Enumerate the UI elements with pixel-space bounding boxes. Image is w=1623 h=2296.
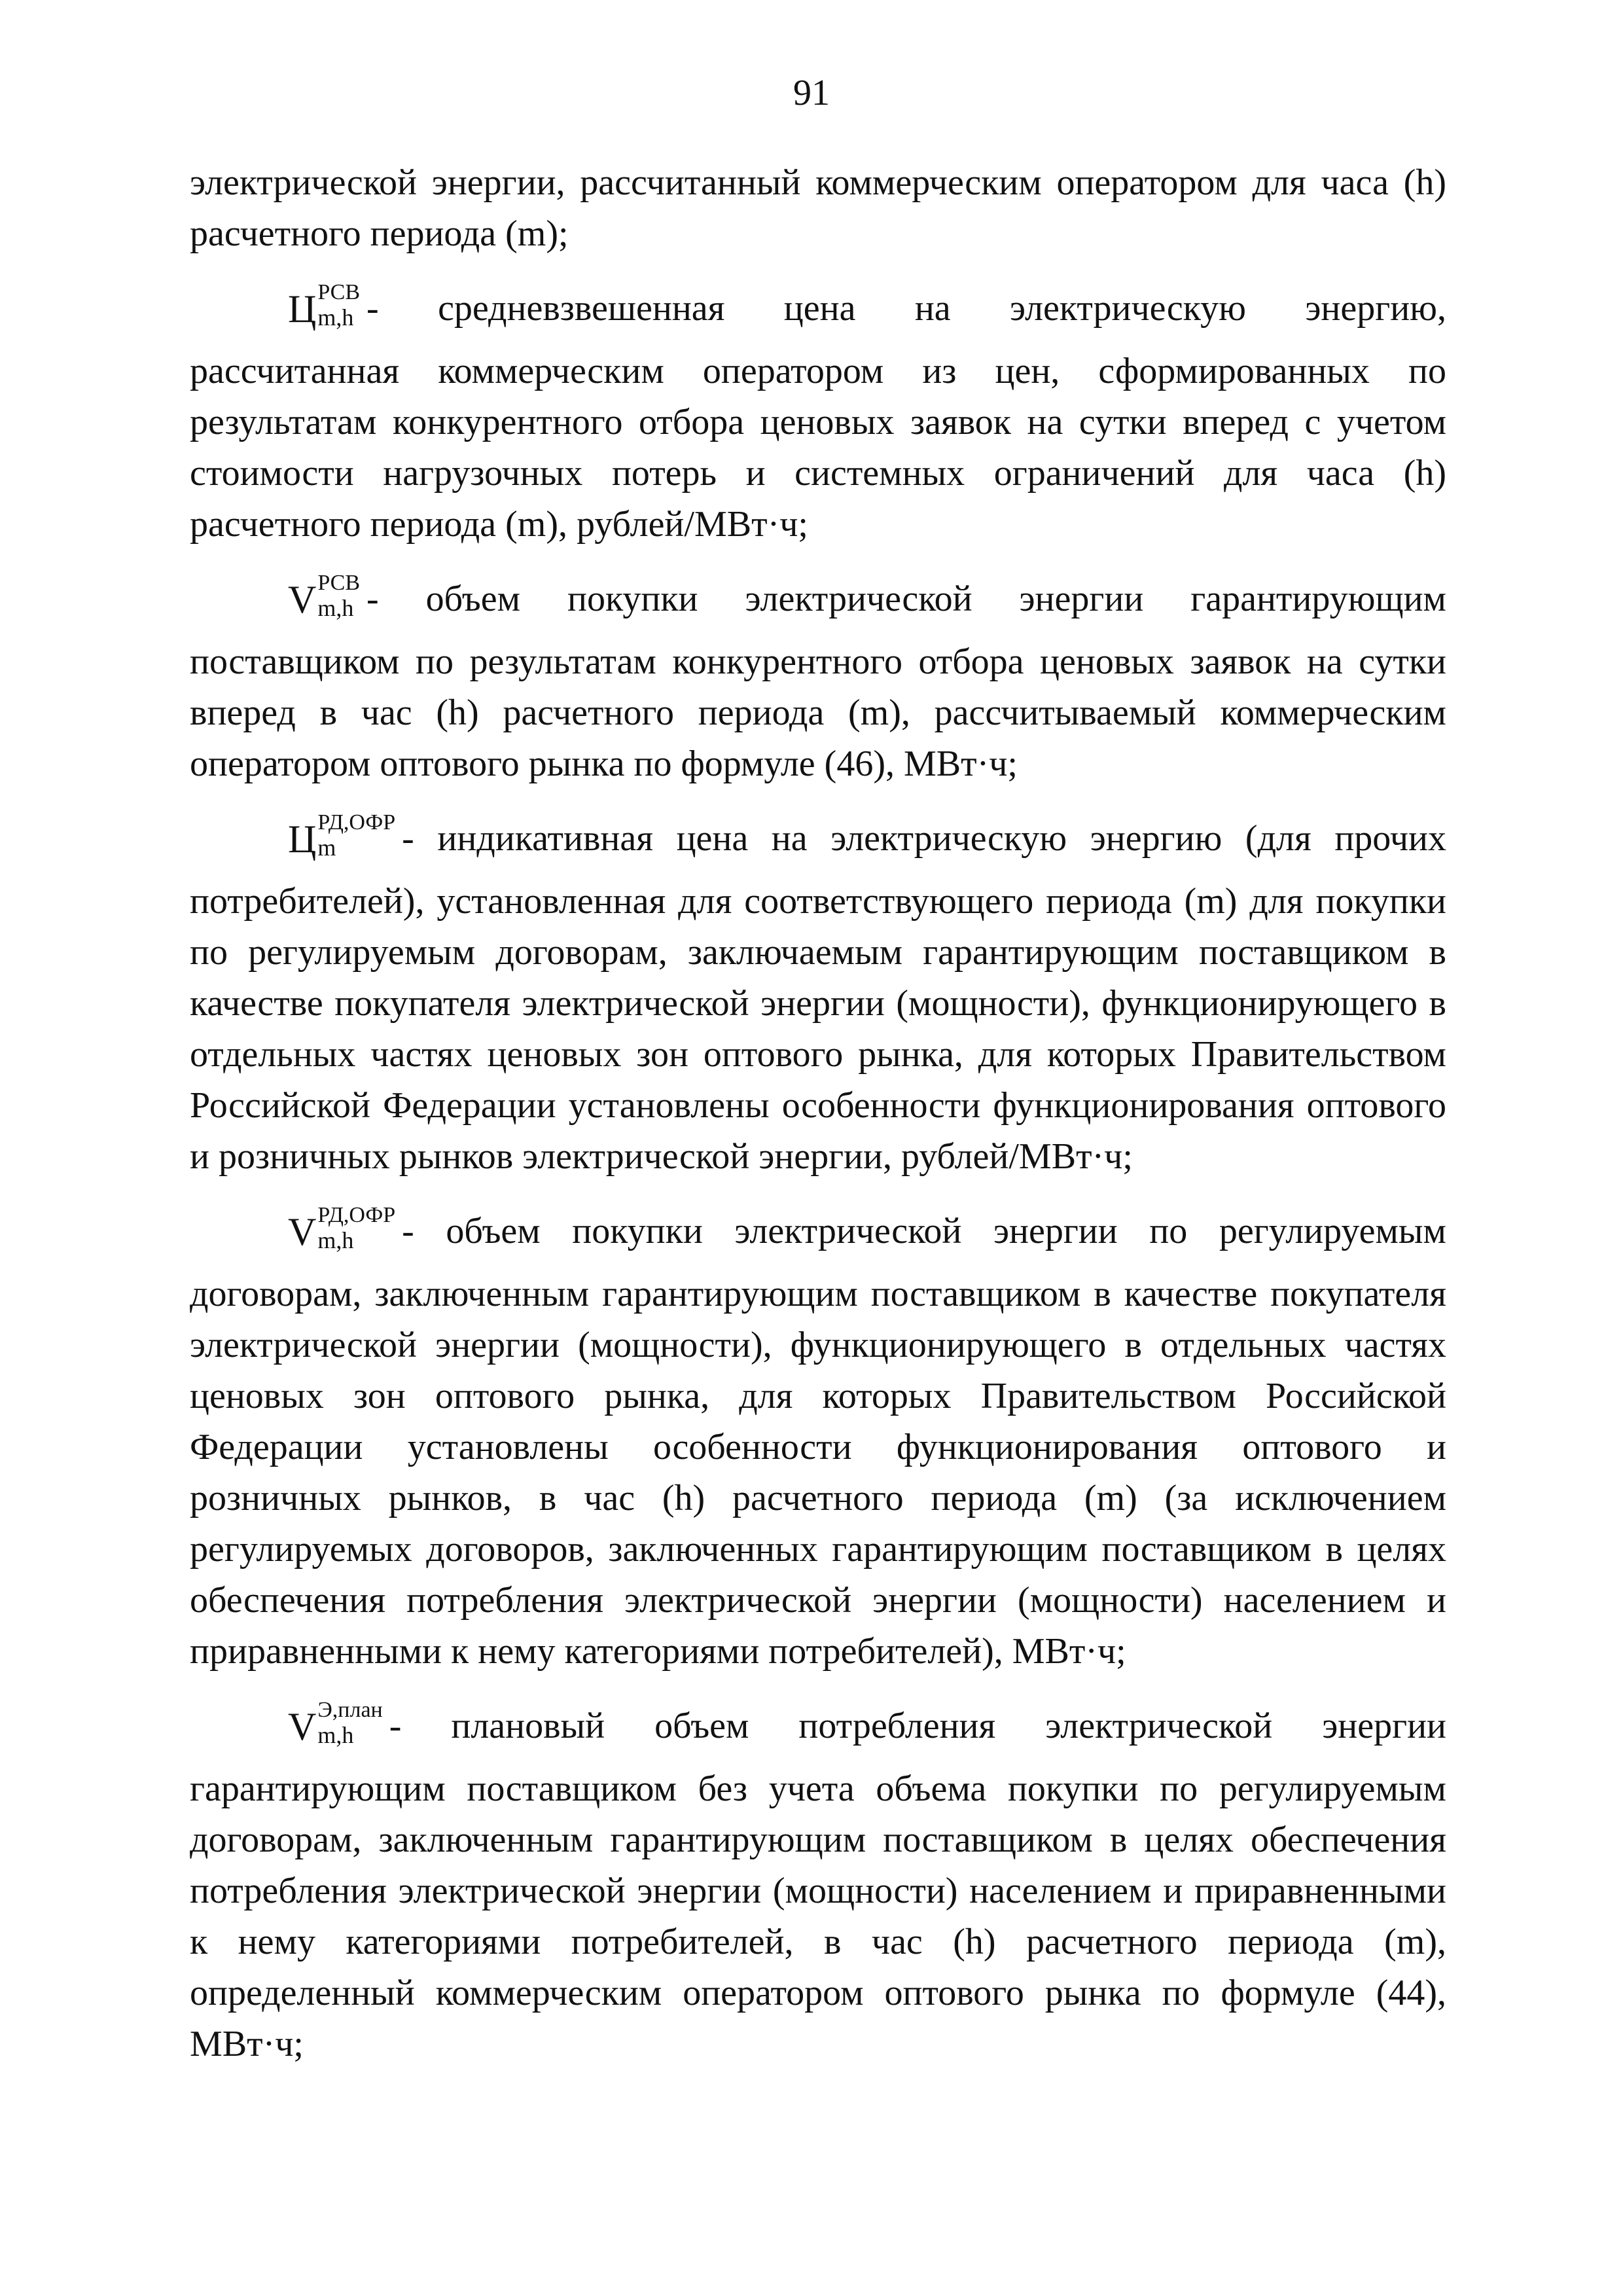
definition-head [190, 276, 1446, 342]
formula-symbol [288, 806, 395, 872]
definition-volume-rd-ofr [190, 1199, 1446, 1677]
symbol-subscript: m [317, 834, 336, 861]
formula-symbol [288, 1199, 395, 1265]
symbol-scripts [316, 806, 395, 860]
symbol-subscript: m,h [317, 1227, 354, 1253]
definition-volume-e-plan [190, 1694, 1446, 2070]
symbol-superscript: РД,ОФР [317, 810, 396, 834]
symbol-superscript: РСВ [317, 571, 361, 595]
definition-text: потребителей), установленная для соответствующего периода (m) для покупки по регулируемым договорам, заключаемым гарантирующим поставщиком в качестве покупателя электрической энергии (мощности), функционирующего в отдельных частях ценовых зон оптового рынка, для которых Правительством Российской Федерации установлены особенности функционирования оптового и розничных рынков электрической энергии, рублей/МВт·ч; [190, 881, 1446, 1177]
definition-text: рассчитанная коммерческим оператором из цен, сформированных по результатам конкурентного отбора ценовых заявок на сутки вперед с учетом стоимости нагрузочных потерь и системных ограничений для часа (h) расчетного периода (m), рублей/МВт·ч; [190, 351, 1446, 545]
symbol-superscript: РД,ОФР [317, 1203, 396, 1227]
page-number: 91 [793, 73, 830, 113]
symbol-scripts [316, 276, 360, 330]
definition-head [190, 567, 1446, 632]
definition-first-line: - объем покупки электрической энергии гарантирующим [366, 579, 1446, 619]
definition-text: гарантирующим поставщиком без учета объема покупки по регулируемым договорам, заключенным гарантирующим поставщиком в целях обеспечения потребления электрической энергии (мощности) населением и приравненными к нему категориями потребителей, в час (h) расчетного периода (m), определенный коммерческим оператором оптового рынка по формуле (44), МВт·ч; [190, 1768, 1446, 2064]
formula-symbol [288, 276, 360, 342]
symbol-scripts [316, 1199, 395, 1253]
definition-first-line: - индикативная цена на электрическую энергию (для прочих [402, 818, 1446, 859]
document-body [190, 157, 1446, 2070]
intro-paragraph: электрической энергии, рассчитанный коммерческим оператором для часа (h) расчетного периода (m); [190, 162, 1446, 254]
definition-head [190, 806, 1446, 872]
symbol-superscript: Э,план [317, 1698, 383, 1722]
symbol-superscript: РСВ [317, 280, 361, 304]
formula-symbol [288, 567, 360, 632]
symbol-subscript: m,h [317, 304, 354, 331]
definition-price-rd-ofr [190, 806, 1446, 1182]
symbol-base: Ц [288, 287, 317, 331]
definition-volume-rsv [190, 567, 1446, 789]
definition-text: договорам, заключенным гарантирующим поставщиком в качестве покупателя электрической энергии (мощности), функционирующего в отдельных частях ценовых зон оптового рынка, для которых Правительством Российской Федерации установлены особенности функционирования оптового и розничных рынков, в час (h) расчетного периода (m) (за исключением регулируемых договоров, заключенных гарантирующим поставщиком в целях обеспечения потребления электрической энергии (мощности) населением и приравненными к нему категориями потребителей), МВт·ч; [190, 1274, 1446, 1672]
symbol-base: Ц [288, 817, 317, 861]
definition-first-line: - объем покупки электрической энергии по регулируемым [402, 1211, 1446, 1251]
symbol-subscript: m,h [317, 595, 354, 621]
definition-text: поставщиком по результатам конкурентного отбора ценовых заявок на сутки вперед в час (h) расчетного периода (m), рассчитываемый коммерческим оператором оптового рынка по формуле (46), МВт·ч; [190, 641, 1446, 784]
symbol-base: V [288, 578, 317, 621]
symbol-scripts [316, 1694, 382, 1748]
definition-price-rsv [190, 276, 1446, 550]
definition-first-line: - плановый объем потребления электрической энергии [389, 1706, 1446, 1746]
symbol-base: V [288, 1705, 317, 1748]
definition-head [190, 1199, 1446, 1265]
symbol-base: V [288, 1210, 317, 1253]
symbol-subscript: m,h [317, 1722, 354, 1748]
symbol-scripts [316, 567, 360, 620]
definition-head [190, 1694, 1446, 1759]
definition-first-line: - средневзвешенная цена на электрическую энергию, [366, 288, 1446, 329]
formula-symbol [288, 1694, 383, 1759]
